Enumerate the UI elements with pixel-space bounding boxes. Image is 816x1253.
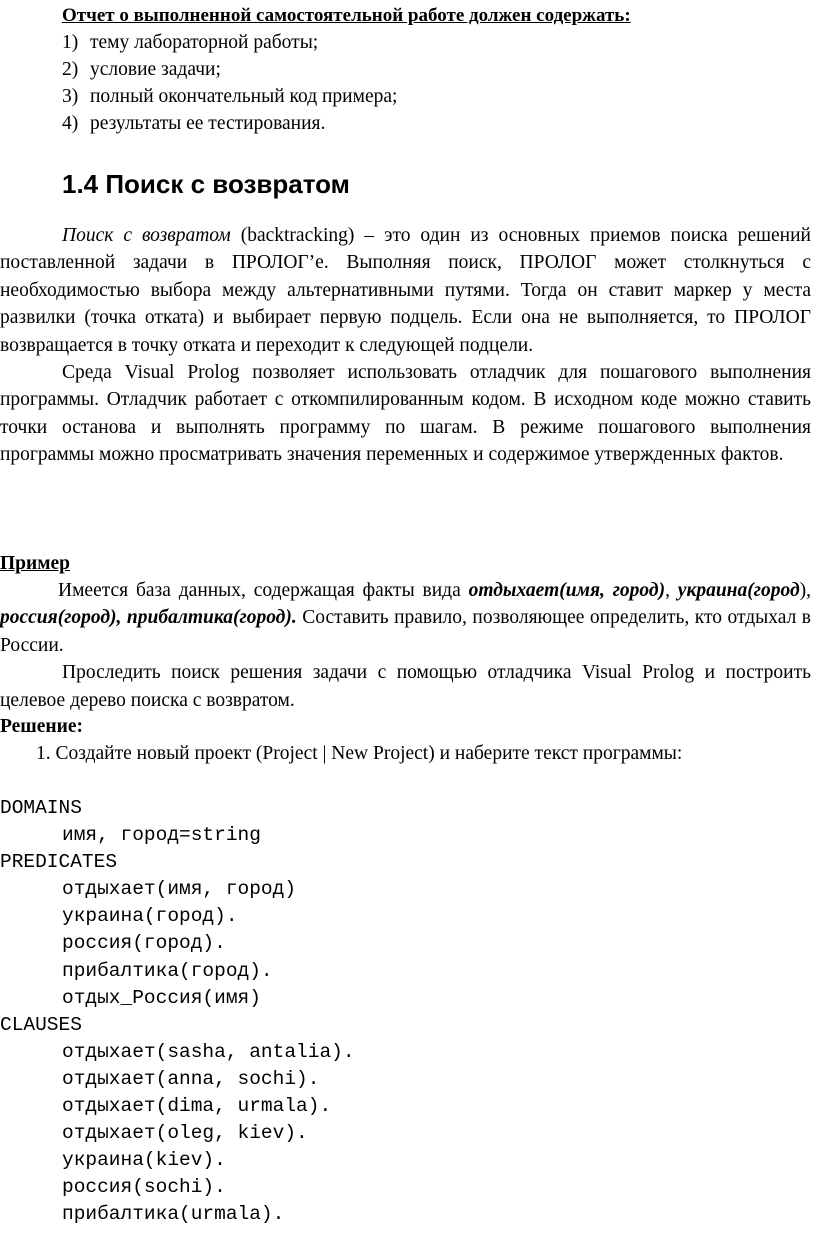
example-body: [0, 577, 811, 714]
code-line: украина(город).: [62, 905, 238, 928]
paragraph-debugger: Среда Visual Prolog позволяет использовать отладчик для пошагового выполнения программы. Отладчик работает с откомпилированным кодом. В исходном коде можно ставить точки останова и выполнять программу по шагам. В режиме пошагового выполнения программы можно просматривать значения переменных и содержимое утвержденных фактов.: [0, 362, 811, 466]
fact-otdykhaet: отдыхает(имя, город): [468, 580, 666, 601]
code-line: отдыхает(oleg, kiev).: [62, 1122, 308, 1145]
code-line: имя, город=string: [62, 824, 261, 847]
code-line: россия(город).: [62, 932, 226, 955]
requirement-item: [62, 56, 221, 83]
code-line: DOMAINS: [0, 797, 82, 819]
code-line: отдыхает(sasha, antalia).: [62, 1040, 355, 1063]
code-line: отдых_Россия(имя): [62, 986, 261, 1009]
requirement-item: [62, 83, 397, 110]
requirement-text: условие задачи;: [90, 59, 221, 80]
requirement-text: полный окончательный код примера;: [90, 86, 398, 107]
code-line: отдыхает(anna, sochi).: [62, 1067, 320, 1090]
code-listing: [0, 795, 355, 1229]
requirement-number: 2): [62, 59, 79, 80]
requirement-number: 1): [62, 32, 79, 53]
requirement-item: [62, 29, 318, 56]
requirement-number: 3): [62, 86, 79, 107]
fact-russia-baltic: россия(город), прибалтика(город).: [0, 607, 297, 629]
example-text: Составить правило, позволяющее определить, кто отдыхал в России.: [0, 607, 811, 656]
solution-body: [0, 740, 811, 767]
section-body: [0, 222, 811, 469]
code-line: прибалтика(город).: [62, 959, 273, 982]
code-line: CLAUSES: [0, 1013, 82, 1036]
code-line: прибалтика(urmala).: [62, 1203, 285, 1226]
code-line: PREDICATES: [0, 851, 118, 874]
requirement-item: [62, 110, 325, 137]
requirement-text: тему лабораторной работы;: [90, 32, 319, 53]
code-line: отдыхает(имя, город): [62, 878, 297, 901]
example-title: Пример: [0, 553, 71, 574]
paragraph-backtracking: [0, 222, 811, 359]
solution-title: Решение:: [0, 716, 84, 737]
code-line: украина(kiev).: [62, 1149, 226, 1172]
example-text: ,: [665, 580, 678, 601]
example-text: ),: [799, 580, 811, 601]
term-backtracking: Поиск с возвратом: [62, 225, 231, 246]
example-task: Проследить поиск решения задачи с помощью отладчика Visual Prolog и построить целевое дерево поиска с возвратом.: [0, 662, 811, 711]
code-line: россия(sochi).: [62, 1176, 226, 1199]
fact-ukraina: украина(город: [677, 580, 800, 601]
code-line: отдыхает(dima, urmala).: [62, 1095, 332, 1118]
solution-step-1: 1. Создайте новый проект (Project | New Project) и наберите текст программы:: [36, 743, 683, 764]
requirements-title: Отчет о выполненной самостоятельной работе должен содержать:: [62, 5, 631, 26]
section-heading: 1.4 Поиск с возвратом: [62, 169, 350, 199]
requirement-text: результаты ее тестирования.: [90, 113, 326, 134]
requirement-number: 4): [62, 113, 79, 134]
example-text: Имеется база данных, содержащая факты вида: [58, 580, 469, 601]
example-paragraph: [0, 577, 811, 659]
paragraph-text: (backtracking) – это один из основных приемов поиска решений поставленной задачи в ПРОЛОГ’е. Выполняя поиск, ПРОЛОГ может столкнуться с необходимостью выбора между альтернативными путями. Тогда он ставит маркер у места развилки (точка отката) и выбирает первую подцель. Если она не выполняется, то ПРОЛОГ возвращается в точку отката и переходит к следующей подцели.: [0, 225, 811, 356]
